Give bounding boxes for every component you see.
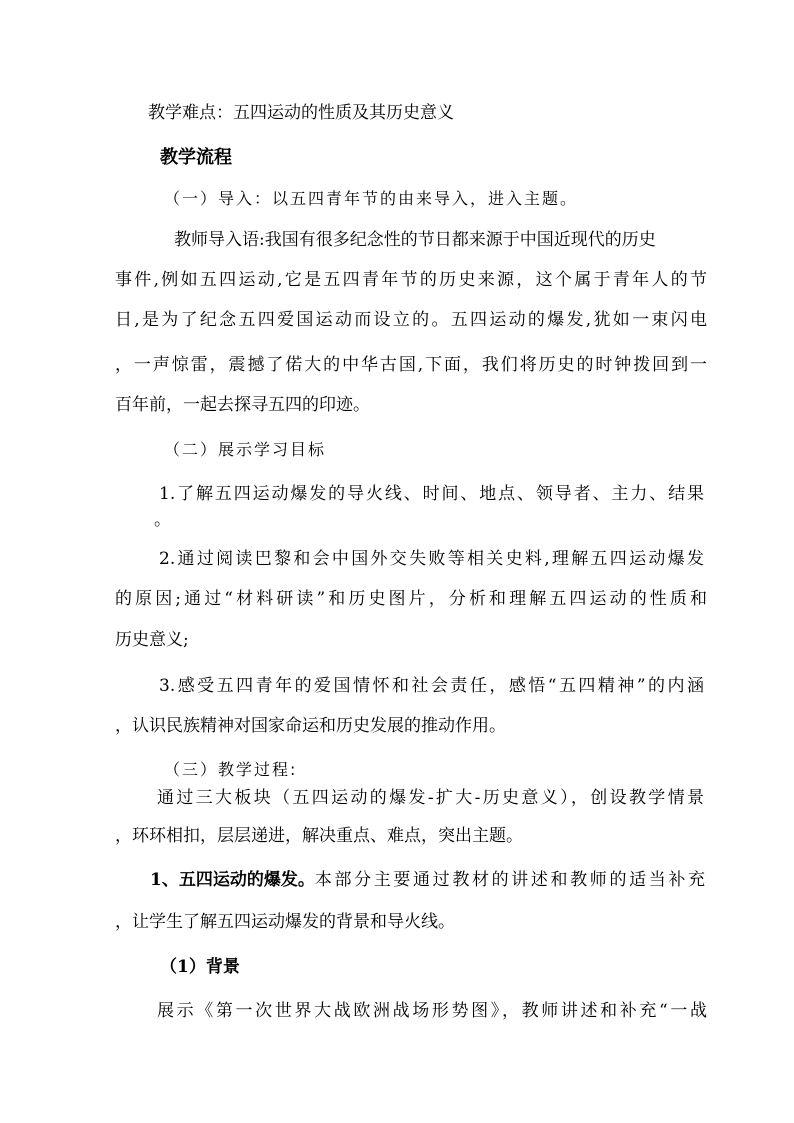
goals-heading: （二）展示学习目标 [164,440,327,459]
goal-1-line-1: 1.了解五四运动爆发的导火线、时间、地点、领导者、主力、结果 [159,484,704,504]
process-heading: （三）教学过程: [164,760,298,779]
intro-line-5: 百年前，一起去探寻五四的印迹。 [115,395,370,415]
goal-3-line-2: ，认识民族精神对国家命运和历史发展的推动作用。 [115,716,506,736]
goal-2-line-2: 的原因;通过“材料研读”和历史图片，分析和理解五四运动的性质和 [115,589,707,609]
teaching-difficulty: 教学难点：五四运动的性质及其历史意义 [148,103,454,123]
process-line-1: 通过三大板块（五四运动的爆发-扩大-历史意义），创设教学情景 [157,788,704,808]
intro-line-2: 事件,例如五四运动,它是五四青年节的历史来源，这个属于青年人的节 [115,270,707,290]
section-1-title: 1、五四运动的爆发。 [150,870,315,890]
flow-title: 教学流程 [160,147,232,168]
intro-line-3: 日,是为了纪念五四爱国运动而设立的。五四运动的爆发,犹如一束闪电 [115,310,707,330]
goal-1-line-2: 。 [154,510,171,530]
section-1-text: 本部分主要通过教材的讲述和教师的适当补充 [314,870,705,890]
intro-line-1: 教师导入语:我国有很多纪念性的节日都来源于中国近现代的历史 [174,230,656,250]
intro-line-4: ，一声惊雷，震撼了偌大的中华古国,下面，我们将历史的时钟拨回到一 [115,355,707,375]
goal-3-line-1: 3.感受五四青年的爱国情怀和社会责任，感悟“五四精神”的内涵 [159,676,704,696]
section-1-line-2: ，让学生了解五四运动爆发的背景和导火线。 [115,912,455,932]
background-heading: （1）背景 [160,957,240,977]
goal-2-line-1: 2.通过阅读巴黎和会中国外交失败等相关史料,理解五四运动爆发 [159,549,704,569]
background-line-1: 展示《第一次世界大战欧洲战场形势图》，教师讲述和补充“一战 [157,1001,707,1021]
section-1-line-1 [150,868,705,892]
goal-2-line-3: 历史意义; [115,630,189,650]
intro-heading: （一）导入：以五四青年节的由来导入，进入主题。 [164,189,579,208]
process-line-2: ，环环相扣，层层递进，解决重点、难点，突出主题。 [115,826,523,846]
